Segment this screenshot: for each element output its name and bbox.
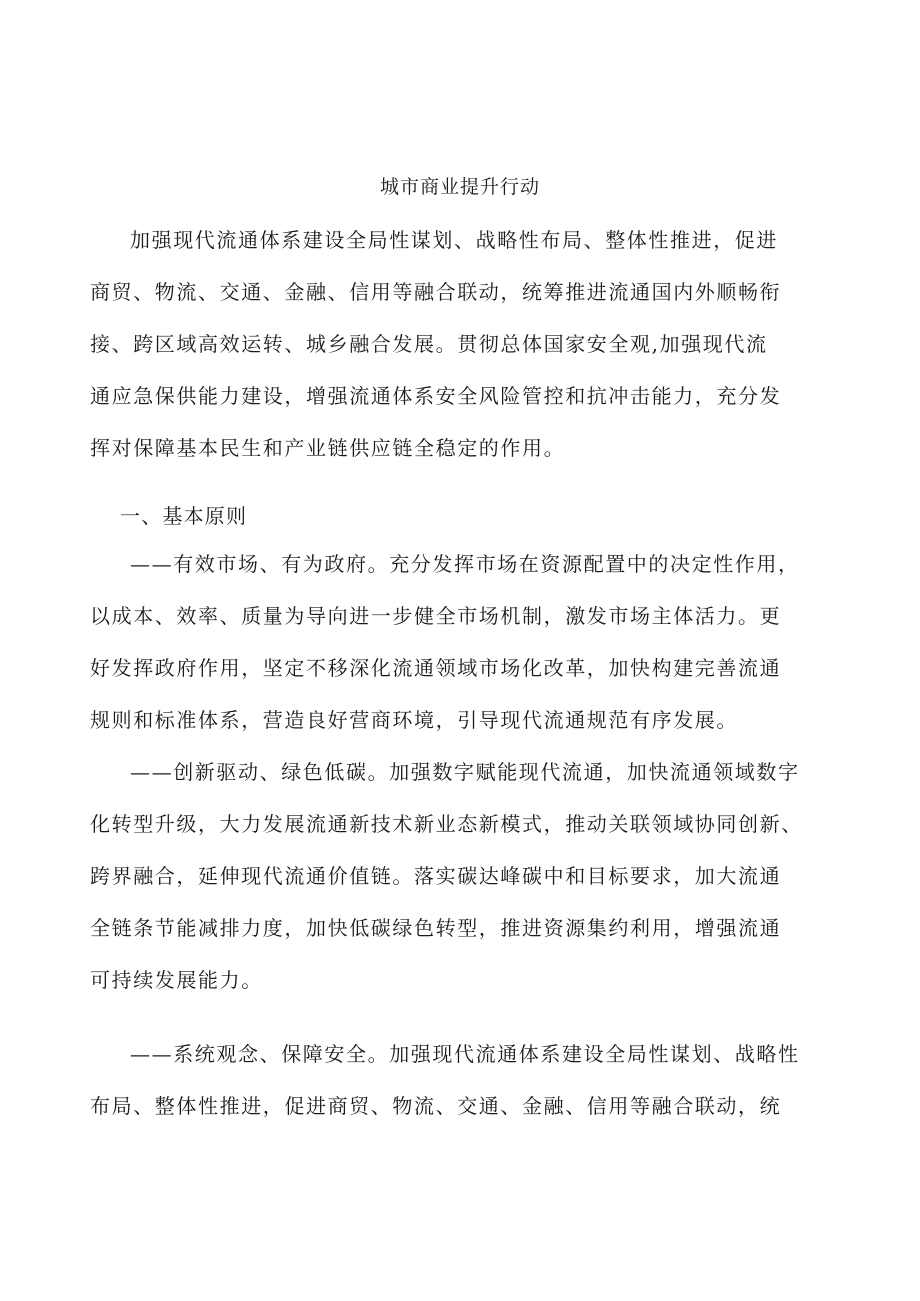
- intro-line: 商贸、物流、交通、金融、信用等融合联动，统筹推进流通国内外顺畅衔: [90, 280, 782, 304]
- principle-3-line: ——系统观念、保障安全。加强现代流通体系建设全局性谋划、战略性: [130, 1042, 800, 1066]
- principle-2-line: 可持续发展能力。: [90, 968, 263, 992]
- section-heading: 一、基本原则: [120, 504, 248, 528]
- principle-2-line: 跨界融合，延伸现代流通价值链。落实碳达峰碳中和目标要求，加大流通: [90, 864, 782, 888]
- principle-1-line: 好发挥政府作用，坚定不移深化流通领域市场化改革，加快构建完善流通: [90, 656, 782, 680]
- principle-2-line: 化转型升级，大力发展流通新技术新业态新模式，推动关联领域协同创新、: [90, 812, 803, 836]
- intro-line: 挥对保障基本民生和产业链供应链全稳定的作用。: [90, 436, 566, 460]
- principle-3-line: 布局、整体性推进，促进商贸、物流、交通、金融、信用等融合联动，统: [90, 1094, 782, 1118]
- principle-1-line: 以成本、效率、质量为导向进一步健全市场机制，激发市场主体活力。更: [90, 604, 782, 628]
- principle-2-line: ——创新驱动、绿色低碳。加强数字赋能现代流通，加快流通领域数字: [130, 760, 800, 784]
- principle-2-line: 全链条节能减排力度，加快低碳绿色转型，推进资源集约利用，增强流通: [90, 916, 782, 940]
- intro-line: 通应急保供能力建设，增强流通体系安全风险管控和抗冲击能力，充分发: [90, 384, 782, 408]
- document-title: 城市商业提升行动: [379, 176, 540, 198]
- intro-line: 接、跨区域高效运转、城乡融合发展。贯彻总体国家安全观,加强现代流: [90, 332, 768, 356]
- principle-1-line: 规则和标准体系，营造良好营商环境，引导现代流通规范有序发展。: [90, 708, 738, 732]
- intro-line: 加强现代流通体系建设全局性谋划、战略性布局、整体性推进，促进: [130, 228, 778, 252]
- principle-1-line: ——有效市场、有为政府。充分发挥市场在资源配置中的决定性作用，: [130, 552, 800, 576]
